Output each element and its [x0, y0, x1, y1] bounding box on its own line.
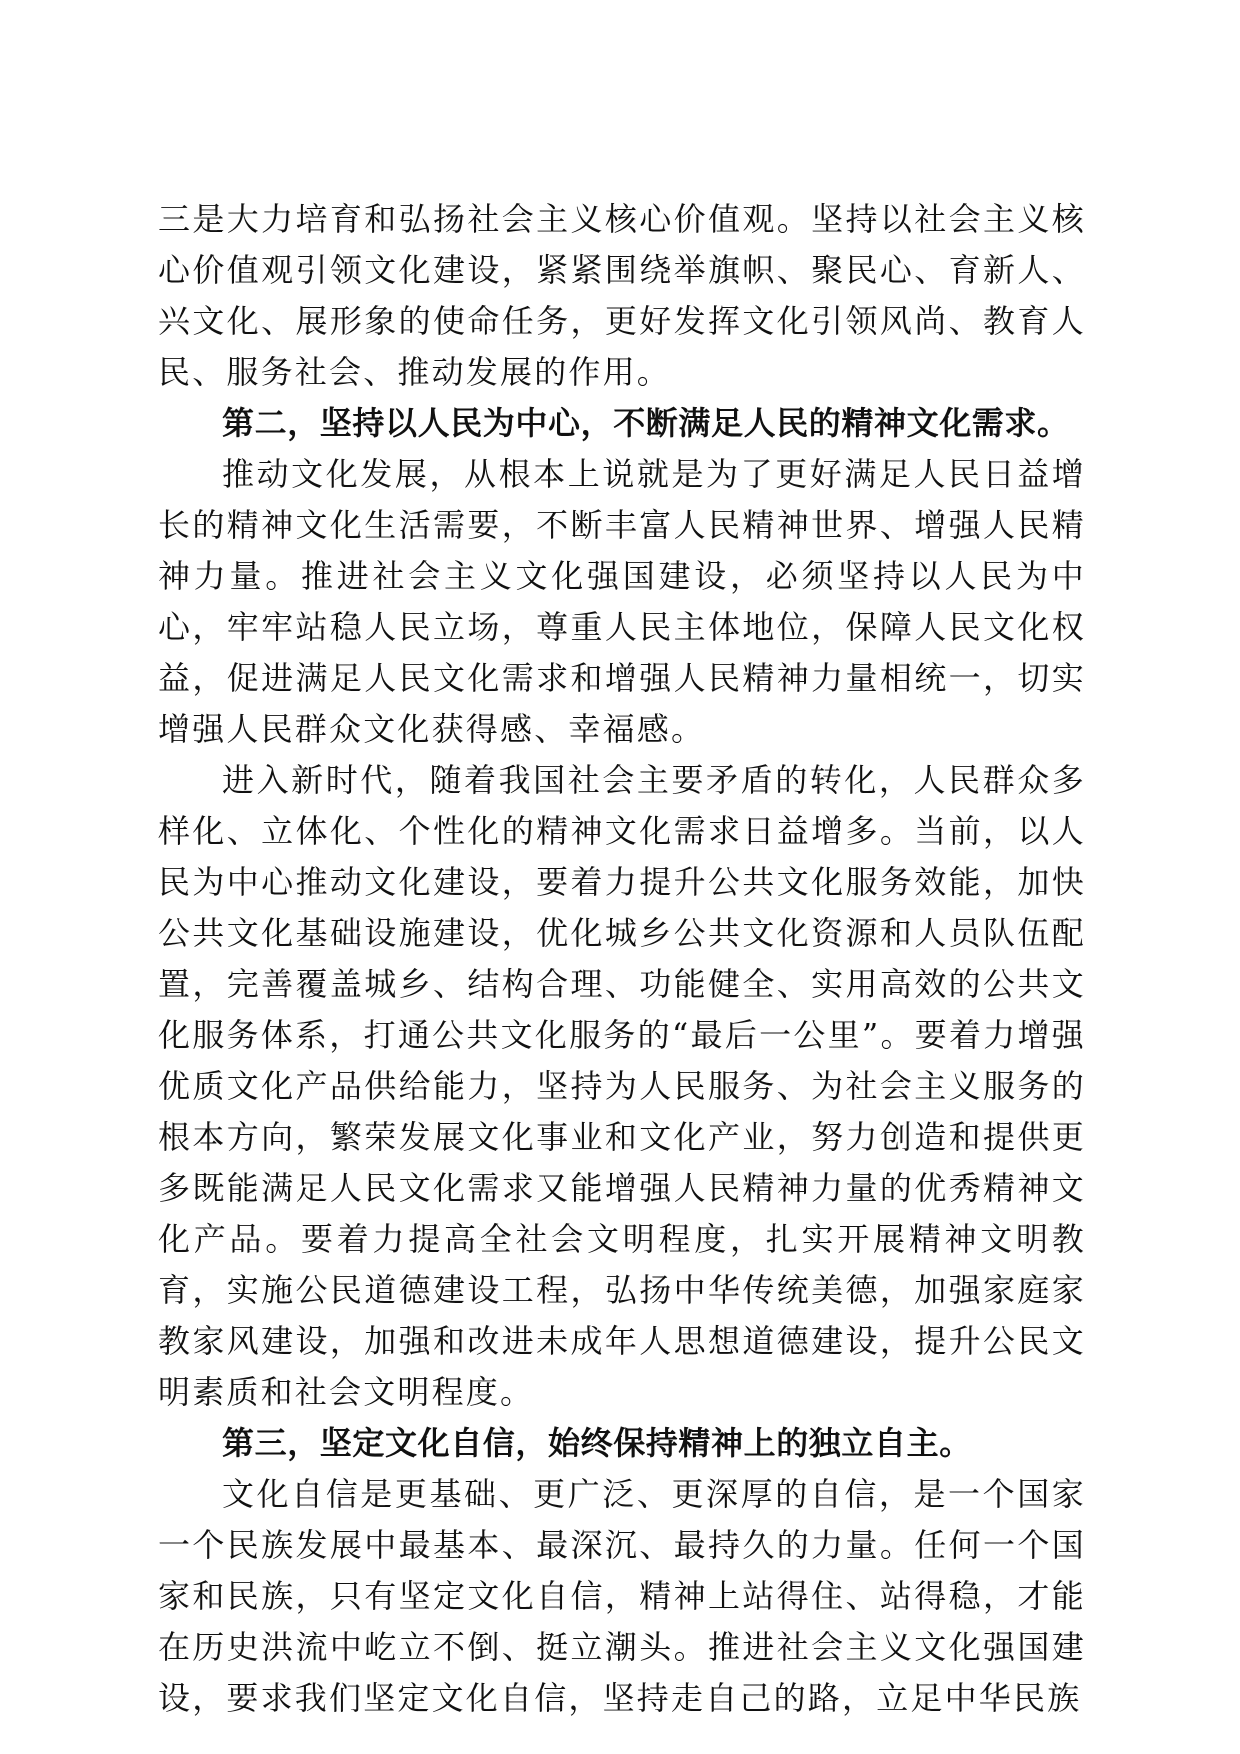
section-heading-second: 第二，坚持以人民为中心，不断满足人民的精神文化需求。	[222, 404, 1070, 442]
body-paragraph: 文化自信是更基础、更广泛、更深厚的自信，是一个国家一个民族发展中最基本、最深沉、最持久的力量。任何一个国家和民族，只有坚定文化自信，精神上站得住、站得稳，才能在历史洪流中屹立不倒、挺立潮头。推进社会主义文化强国建设，要求我们坚定文化自信，坚持走自己的路，立足中华民族	[158, 1475, 1086, 1717]
continued-paragraph: 三是大力培育和弘扬社会主义核心价值观。坚持以社会主义核心价值观引领文化建设，紧紧围绕举旗帜、聚民心、育新人、兴文化、展形象的使命任务，更好发挥文化引领风尚、教育人民、服务社会、推动发展的作用。	[158, 200, 1086, 391]
body-paragraph: 推动文化发展，从根本上说就是为了更好满足人民日益增长的精神文化生活需要，不断丰富人民精神世界、增强人民精神力量。推进社会主义文化强国建设，必须坚持以人民为中心，牢牢站稳人民立场，尊重人民主体地位，保障人民文化权益，促进满足人民文化需求和增强人民精神力量相统一，切实增强人民群众文化获得感、幸福感。	[158, 455, 1086, 748]
document-page	[158, 194, 1086, 1724]
section-heading-third: 第三，坚定文化自信，始终保持精神上的独立自主。	[222, 1424, 972, 1462]
body-paragraph: 进入新时代，随着我国社会主要矛盾的转化，人民群众多样化、立体化、个性化的精神文化需求日益增多。当前，以人民为中心推动文化建设，要着力提升公共文化服务效能，加快公共文化基础设施建设，优化城乡公共文化资源和人员队伍配置，完善覆盖城乡、结构合理、功能健全、实用高效的公共文化服务体系，打通公共文化服务的“最后一公里”。要着力增强优质文化产品供给能力，坚持为人民服务、为社会主义服务的根本方向，繁荣发展文化事业和文化产业，努力创造和提供更多既能满足人民文化需求又能增强人民精神力量的优秀精神文化产品。要着力提高全社会文明程度，扎实开展精神文明教育，实施公民道德建设工程，弘扬中华传统美德，加强家庭家教家风建设，加强和改进未成年人思想道德建设，提升公民文明素质和社会文明程度。	[158, 761, 1086, 1411]
